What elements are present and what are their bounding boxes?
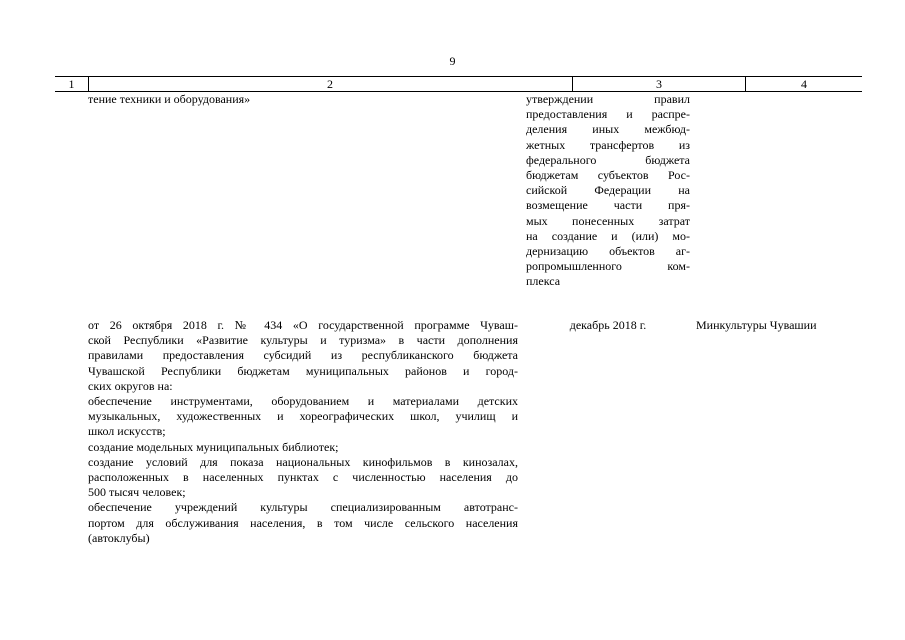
row1-basis-line: деления иных межбюд-: [526, 122, 690, 137]
row1-basis-line: ропромышленного ком-: [526, 259, 690, 274]
row2-description-line: (автоклубы): [88, 530, 150, 545]
row1-basis-line: утверждении правил: [526, 92, 690, 106]
row1-basis: [526, 92, 690, 290]
row2-description-line: расположенных в населенных пунктах с численностью населения до: [88, 470, 518, 485]
row2-description: [88, 318, 518, 546]
row1-basis-line: плекса: [526, 274, 561, 289]
row2-description-line: обеспечение учреждений культуры специализированным автотранс-: [88, 500, 518, 515]
row1-description-line: тение техники и оборудования»: [88, 92, 251, 106]
table-header-cell-4: 4: [801, 77, 807, 91]
table-header-cell-3: 3: [573, 77, 746, 91]
row1-basis-line: федерального бюджета: [526, 152, 690, 167]
row1-basis-line: мых понесенных затрат: [526, 213, 690, 228]
table-header-cell-2: 2: [88, 77, 573, 91]
row1-basis-line: сийской Федерации на: [526, 183, 690, 198]
row2-deadline: декабрь 2018 г.: [569, 318, 647, 332]
row2-description-line: ских округов на:: [88, 378, 173, 393]
row2-description-line: ской Республики «Развитие культуры и туризма» в части дополнения: [88, 333, 518, 348]
row2-description-line: школ искусств;: [88, 424, 166, 439]
row2-description-line: обеспечение инструментами, оборудованием и материалами детских: [88, 394, 518, 409]
row1-basis-line: дернизацию объектов аг-: [526, 244, 690, 259]
row1-basis-line: предоставления и распре-: [526, 107, 690, 122]
row1-description: [88, 92, 518, 107]
row2-description-line: портом для обслуживания населения, в том числе сельского населения: [88, 515, 518, 530]
row2-description-line: правилами предоставления субсидий из республиканского бюджета: [88, 348, 518, 363]
row2-description-line: музыкальных, художественных и хореографических школ, училищ и: [88, 409, 518, 424]
table-header-cell-1: 1: [55, 77, 89, 91]
row2-responsible: Минкультуры Чувашии: [696, 318, 817, 332]
row2-description-line: 500 тысяч человек;: [88, 485, 186, 500]
page-number: 9: [449, 54, 456, 68]
row2-description-line: создание условий для показа национальных кинофильмов в кинозалах,: [88, 454, 518, 469]
row2-description-line: создание модельных муниципальных библиотек;: [88, 439, 339, 454]
table-header-row: [55, 76, 862, 92]
row2-description-line: от 26 октября 2018 г. № 434 «О государственной программе Чуваш-: [88, 318, 518, 332]
row1-basis-line: жетных трансфертов из: [526, 137, 690, 152]
row2-description-line: Чувашской Республики бюджетам муниципальных районов и город-: [88, 363, 518, 378]
row1-basis-line: на создание и (или) мо-: [526, 228, 690, 243]
row1-basis-line: возмещение части пря-: [526, 198, 690, 213]
row1-basis-line: бюджетам субъектов Рос-: [526, 168, 690, 183]
